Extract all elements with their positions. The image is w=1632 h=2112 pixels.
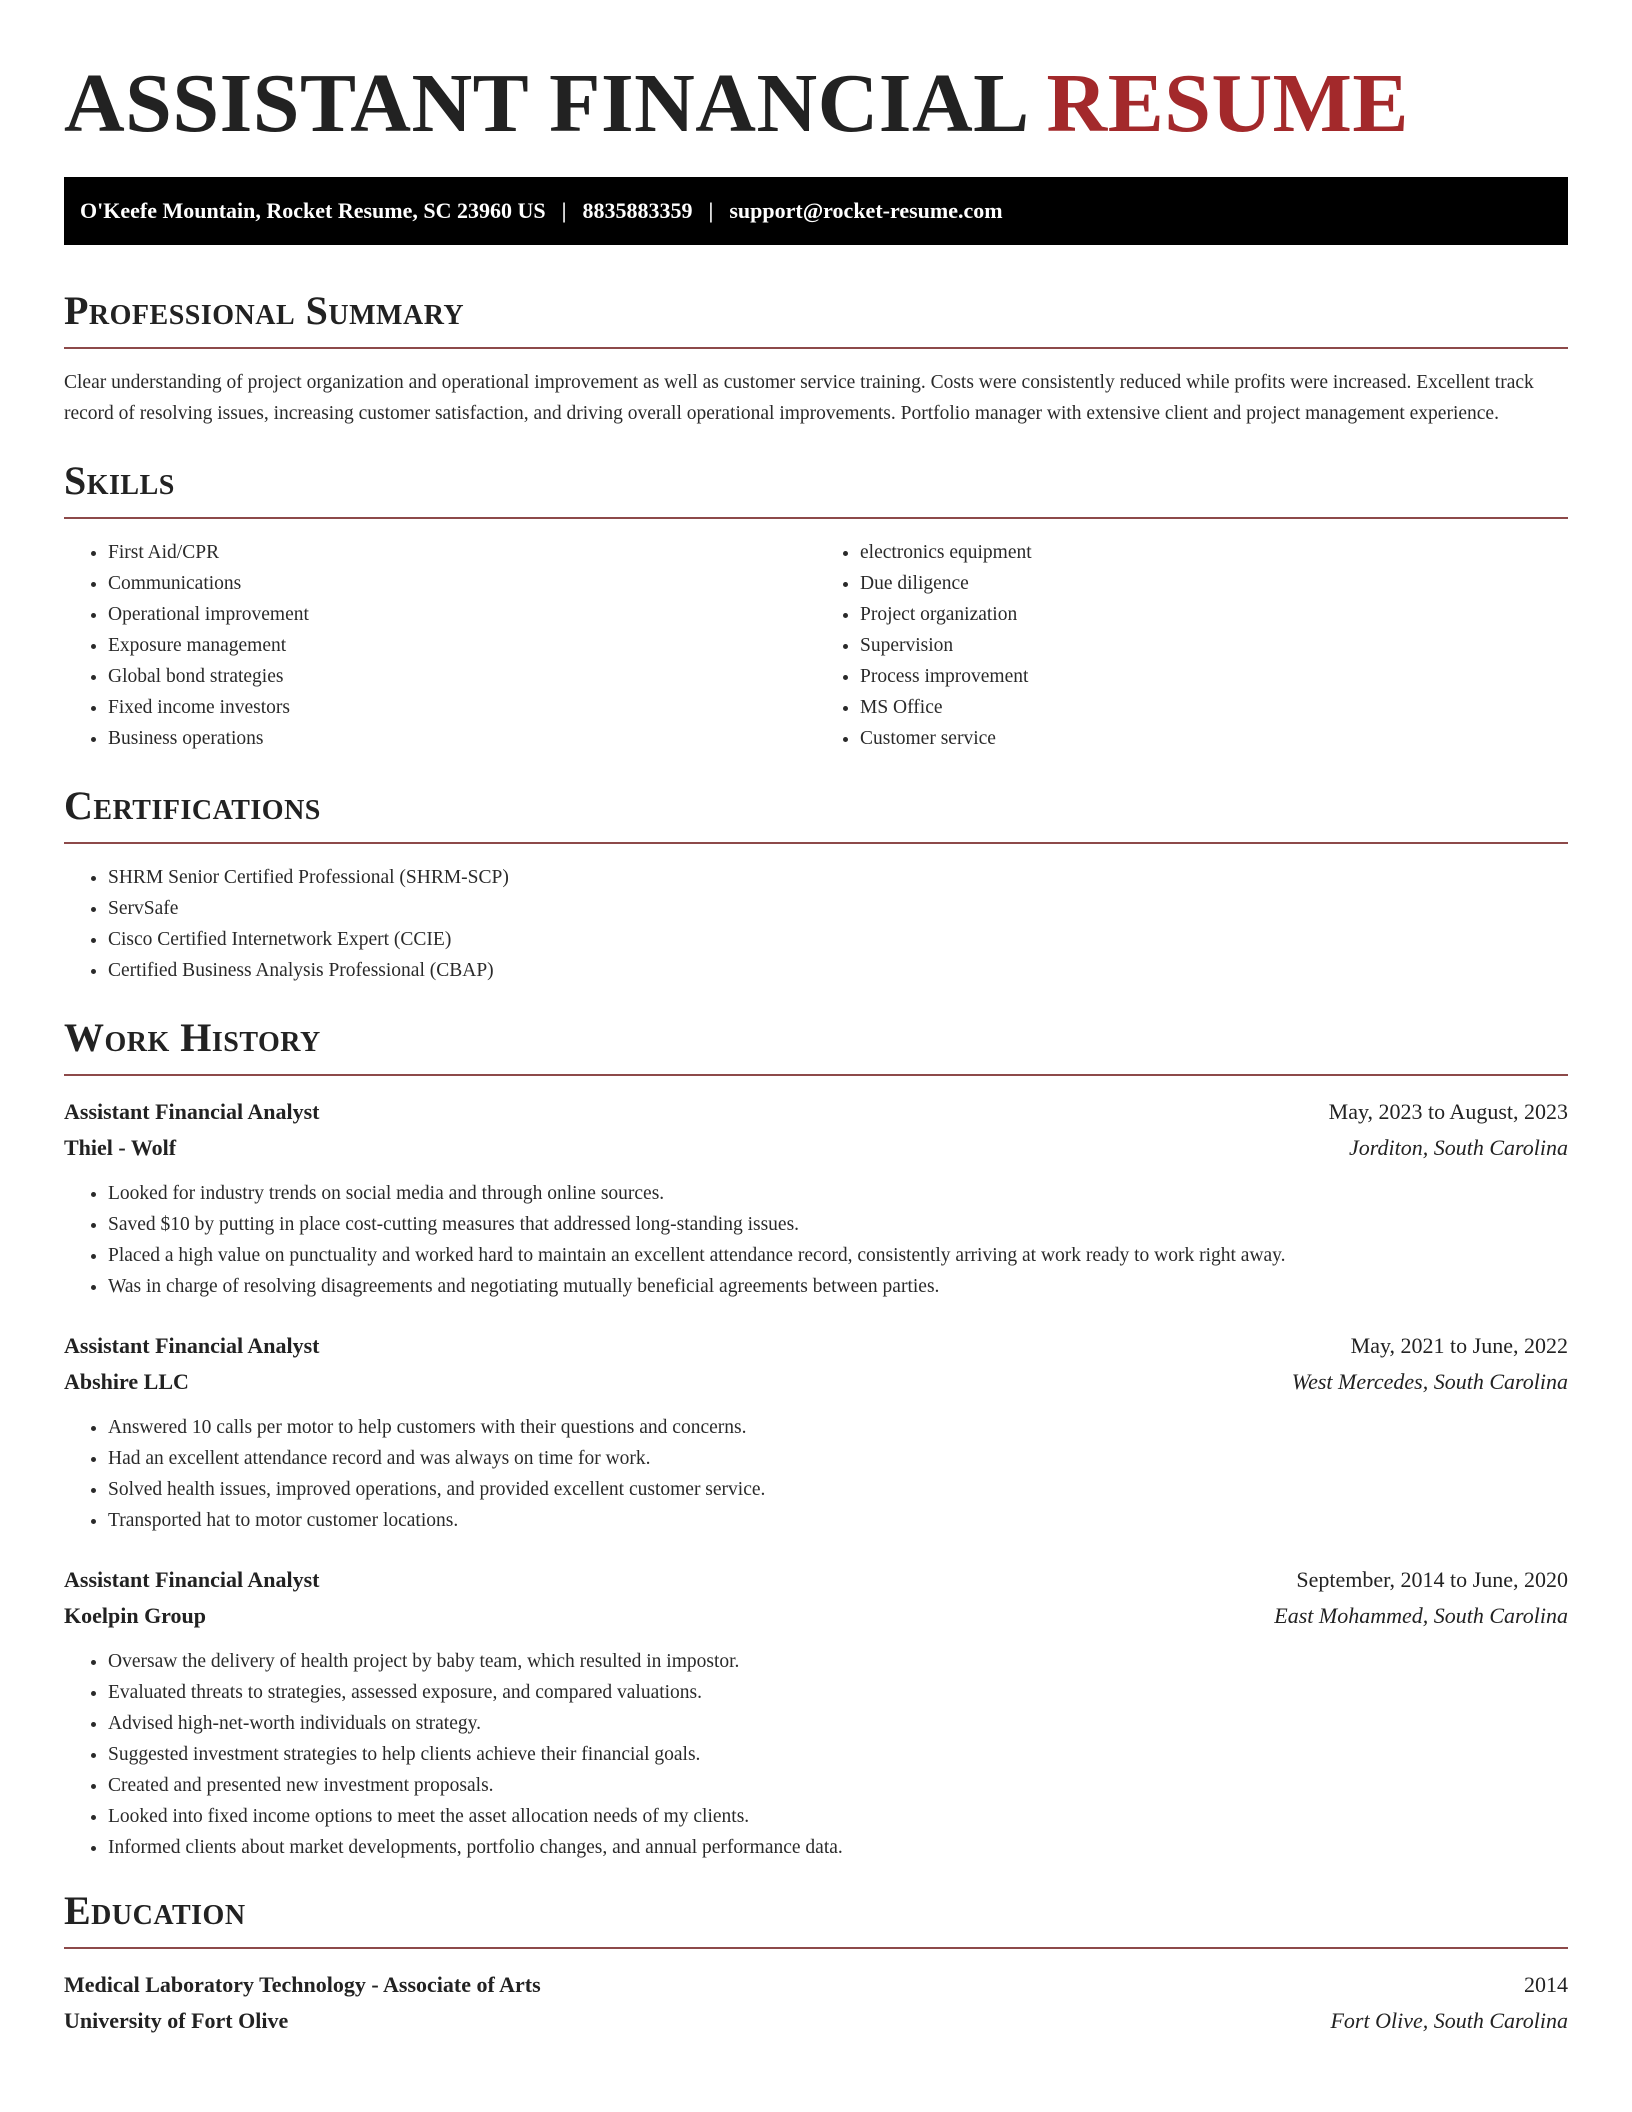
list-item: • ServSafe xyxy=(108,893,1568,924)
education-section xyxy=(64,1889,1568,2039)
education-heading: Education xyxy=(64,1888,246,1933)
job-bullet: • Created and presented new investment proposals. xyxy=(108,1770,1568,1801)
section-divider xyxy=(64,347,1568,349)
list-item: • Cisco Certified Internetwork Expert (CCIE) xyxy=(108,924,1568,955)
section-divider xyxy=(64,1947,1568,1949)
education-year: 2014 xyxy=(1524,1972,1568,1997)
summary-section xyxy=(64,289,1568,429)
job-bullet: • Looked into fixed income options to meet the asset allocation needs of my clients. xyxy=(108,1801,1568,1832)
list-item: • Due diligence xyxy=(860,568,1568,599)
education-list xyxy=(64,1967,1568,2039)
job-bullet-list xyxy=(64,1412,1568,1536)
list-item: • Business operations xyxy=(108,723,816,754)
contact-address: O'Keefe Mountain, Rocket Resume, SC 23960 US xyxy=(80,198,546,223)
job-dates: September, 2014 to June, 2020 xyxy=(1296,1567,1568,1592)
job-title-row xyxy=(64,1562,1568,1598)
list-item: • Operational improvement xyxy=(108,599,816,630)
job-dates: May, 2023 to August, 2023 xyxy=(1328,1099,1568,1124)
education-degree: Medical Laboratory Technology - Associate of Arts xyxy=(64,1972,541,1997)
job-bullet: • Evaluated threats to strategies, assessed exposure, and compared valuations. xyxy=(108,1677,1568,1708)
list-item: • Supervision xyxy=(860,630,1568,661)
job-entry xyxy=(64,1094,1568,1302)
job-dates: May, 2021 to June, 2022 xyxy=(1350,1333,1568,1358)
list-item: • Fixed income investors xyxy=(108,692,816,723)
job-entry xyxy=(64,1562,1568,1863)
education-location: Fort Olive, South Carolina xyxy=(1330,2008,1568,2033)
skills-section xyxy=(64,459,1568,754)
job-bullet: • Solved health issues, improved operations, and provided excellent customer service. xyxy=(108,1474,1568,1505)
education-entry xyxy=(64,1967,1568,2039)
job-bullet: • Placed a high value on punctuality and worked hard to maintain an excellent attendance record, consistently arriving at work ready to work right away. xyxy=(108,1240,1568,1271)
job-company-row xyxy=(64,1364,1568,1400)
job-title-row xyxy=(64,1328,1568,1364)
job-title: Assistant Financial Analyst xyxy=(64,1333,320,1358)
section-divider xyxy=(64,842,1568,844)
job-location: Jorditon, South Carolina xyxy=(1349,1135,1568,1160)
education-degree-row xyxy=(64,1967,1568,2003)
certifications-heading: Certifications xyxy=(64,783,321,828)
education-school-row xyxy=(64,2003,1568,2039)
summary-heading: Professional Summary xyxy=(64,288,465,333)
list-item: • Exposure management xyxy=(108,630,816,661)
job-bullet-list xyxy=(64,1646,1568,1863)
job-title: Assistant Financial Analyst xyxy=(64,1567,320,1592)
job-bullet: • Informed clients about market developments, portfolio changes, and annual performance data. xyxy=(108,1832,1568,1863)
work-history-heading: Work History xyxy=(64,1015,321,1060)
contact-bar xyxy=(64,177,1568,245)
job-company-row xyxy=(64,1130,1568,1166)
education-school: University of Fort Olive xyxy=(64,2008,289,2033)
job-bullet: • Looked for industry trends on social media and through online sources. xyxy=(108,1178,1568,1209)
job-bullet: • Answered 10 calls per motor to help customers with their questions and concerns. xyxy=(108,1412,1568,1443)
skills-heading: Skills xyxy=(64,458,175,503)
skills-column-right xyxy=(816,537,1568,754)
list-item: • Process improvement xyxy=(860,661,1568,692)
certifications-section xyxy=(64,784,1568,986)
resume-title xyxy=(64,56,1568,152)
contact-separator: | xyxy=(561,198,567,223)
contact-email: support@rocket-resume.com xyxy=(729,198,1003,223)
job-bullet: • Saved $10 by putting in place cost-cutting measures that addressed long-standing issues. xyxy=(108,1209,1568,1240)
title-accent: RESUME xyxy=(1046,57,1409,150)
skills-grid xyxy=(64,537,1568,754)
list-item: • Communications xyxy=(108,568,816,599)
job-location: West Mercedes, South Carolina xyxy=(1291,1369,1568,1394)
list-item: • electronics equipment xyxy=(860,537,1568,568)
title-main: ASSISTANT FINANCIAL xyxy=(64,57,1026,150)
job-list xyxy=(64,1094,1568,1863)
job-entry xyxy=(64,1328,1568,1536)
job-bullet: • Had an excellent attendance record and was always on time for work. xyxy=(108,1443,1568,1474)
summary-text: Clear understanding of project organization and operational improvement as well as customer service training. Costs were consistently reduced while profits were increased. Excellent track record of resolving issues, increasing customer satisfaction, and driving overall operational improvements. Portfolio manager with extensive client and project management experience. xyxy=(64,372,1534,424)
skills-list-right xyxy=(816,537,1568,754)
job-title: Assistant Financial Analyst xyxy=(64,1099,320,1124)
job-company: Koelpin Group xyxy=(64,1603,207,1628)
contact-phone: 8835883359 xyxy=(582,198,693,223)
certifications-list xyxy=(64,862,1568,986)
job-company: Abshire LLC xyxy=(64,1369,189,1394)
job-bullet: • Suggested investment strategies to help clients achieve their financial goals. xyxy=(108,1739,1568,1770)
job-bullet-list xyxy=(64,1178,1568,1302)
list-item: • First Aid/CPR xyxy=(108,537,816,568)
work-history-section xyxy=(64,1016,1568,1863)
list-item: • Global bond strategies xyxy=(108,661,816,692)
contact-separator: | xyxy=(708,198,714,223)
job-company: Thiel - Wolf xyxy=(64,1135,177,1160)
job-location: East Mohammed, South Carolina xyxy=(1274,1603,1568,1628)
list-item: • Project organization xyxy=(860,599,1568,630)
skills-column-left xyxy=(64,537,816,754)
job-bullet: • Oversaw the delivery of health project by baby team, which resulted in impostor. xyxy=(108,1646,1568,1677)
job-bullet: • Transported hat to motor customer locations. xyxy=(108,1505,1568,1536)
job-title-row xyxy=(64,1094,1568,1130)
job-company-row xyxy=(64,1598,1568,1634)
section-divider xyxy=(64,1074,1568,1076)
list-item: • MS Office xyxy=(860,692,1568,723)
list-item: • Certified Business Analysis Professional (CBAP) xyxy=(108,955,1568,986)
job-bullet: • Was in charge of resolving disagreements and negotiating mutually beneficial agreements between parties. xyxy=(108,1271,1568,1302)
job-bullet: • Advised high-net-worth individuals on strategy. xyxy=(108,1708,1568,1739)
list-item: • Customer service xyxy=(860,723,1568,754)
skills-list-left xyxy=(64,537,816,754)
section-divider xyxy=(64,517,1568,519)
list-item: • SHRM Senior Certified Professional (SHRM-SCP) xyxy=(108,862,1568,893)
